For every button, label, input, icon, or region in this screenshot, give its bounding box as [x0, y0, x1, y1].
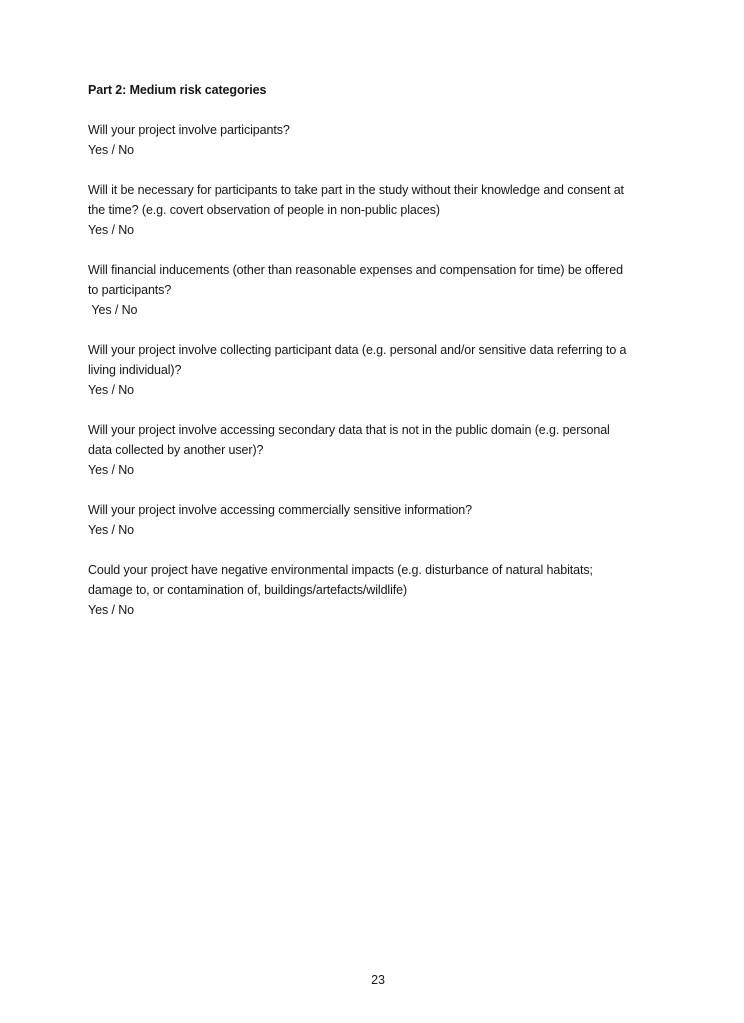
- question-text: Could your project have negative environmental impacts (e.g. disturbance of natural habitats;: [88, 563, 593, 577]
- question-text: living individual)?: [88, 363, 182, 377]
- question-block: [88, 120, 678, 160]
- question-text: Will your project involve accessing commercially sensitive information?: [88, 503, 473, 517]
- answer-line: Yes / No: [88, 603, 134, 617]
- question-text: to participants?: [88, 283, 172, 297]
- question-text: damage to, or contamination of, buildings/artefacts/wildlife): [88, 583, 408, 597]
- question-text: data collected by another user)?: [88, 443, 264, 457]
- question-block: [88, 340, 678, 400]
- section-heading: Part 2: Medium risk categories: [88, 83, 267, 97]
- question-block: [88, 180, 678, 240]
- question-text: Will your project involve collecting participant data (e.g. personal and/or sensitive data referring to a: [88, 343, 627, 357]
- document-content: [88, 80, 678, 640]
- question-block: [88, 420, 678, 480]
- question-text: Will your project involve accessing secondary data that is not in the public domain (e.g. personal: [88, 423, 610, 437]
- question-text: Will it be necessary for participants to take part in the study without their knowledge and consent at: [88, 183, 624, 197]
- answer-line: Yes / No: [88, 383, 134, 397]
- page-number: 23: [371, 973, 385, 987]
- answer-line: Yes / No: [88, 143, 134, 157]
- answer-line: Yes / No: [88, 463, 134, 477]
- question-block: [88, 260, 678, 320]
- question-text: Will your project involve participants?: [88, 123, 290, 137]
- question-block: [88, 560, 678, 620]
- answer-line: Yes / No: [88, 523, 134, 537]
- question-text: Will financial inducements (other than reasonable expenses and compensation for time) be offered: [88, 263, 623, 277]
- question-text: the time? (e.g. covert observation of people in non-public places): [88, 203, 440, 217]
- question-block: [88, 500, 678, 540]
- answer-line: Yes / No: [88, 303, 138, 317]
- answer-line: Yes / No: [88, 223, 134, 237]
